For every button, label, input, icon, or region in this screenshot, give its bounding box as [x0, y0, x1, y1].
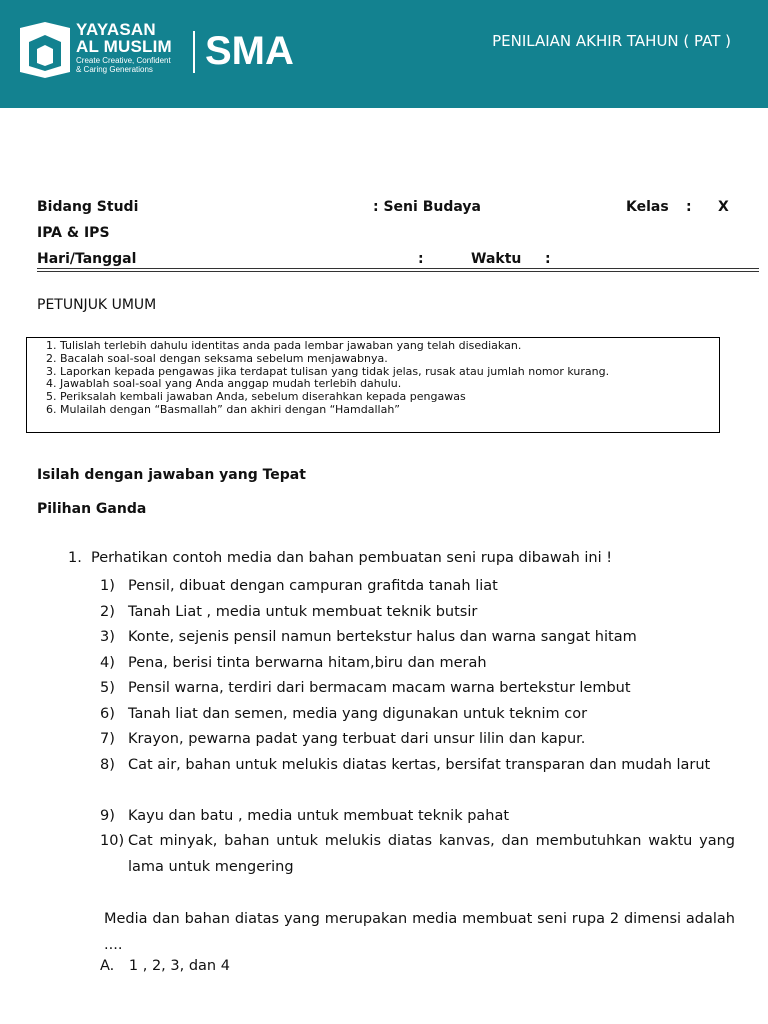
- class-colon: :: [686, 199, 692, 215]
- logo-divider: [193, 31, 195, 73]
- section-subheading: Pilihan Ganda: [37, 501, 147, 517]
- instruction-item: 2. Bacalah soal-soal dengan seksama sebelum menjawabnya.: [60, 353, 719, 366]
- instructions-title: PETUNJUK UMUM: [37, 297, 157, 313]
- question-item: [100, 676, 735, 702]
- logo-line2: AL MUSLIM: [76, 37, 172, 56]
- item-number: 8): [100, 756, 115, 773]
- time-label: Waktu: [471, 251, 522, 267]
- logo-text: [76, 21, 172, 74]
- instructions-box: [26, 337, 720, 433]
- item-number: 9): [100, 807, 115, 824]
- item-number: 3): [100, 629, 115, 645]
- instructions-list: [27, 340, 719, 417]
- instruction-item: 1. Tulislah terlebih dahulu identitas anda pada lembar jawaban yang telah disediakan.: [60, 340, 719, 353]
- item-number: 4): [100, 654, 115, 671]
- item-number: 1): [100, 578, 115, 594]
- question-item: [100, 702, 735, 728]
- question-stem: Media dan bahan diatas yang merupakan media membuat seni rupa 2 dimensi adalah ....: [104, 911, 735, 953]
- logo-tagline-1: Create Creative, Confident: [76, 56, 171, 65]
- question-item: [100, 727, 735, 753]
- item-text: Pena, berisi tinta berwarna hitam,biru dan merah: [128, 654, 487, 671]
- instruction-item: 5. Periksalah kembali jawaban Anda, sebelum diserahkan kepada pengawas: [60, 391, 719, 404]
- time-colon: :: [545, 251, 551, 267]
- item-text: Kayu dan batu , media untuk membuat teknik pahat: [128, 807, 510, 824]
- info-rule-top: [37, 268, 759, 269]
- question-number: 1.: [68, 550, 82, 566]
- question-item: [100, 574, 735, 600]
- answer-option-a: [100, 958, 230, 974]
- item-text: Tanah liat dan semen, media yang digunakan untuk teknim cor: [128, 705, 588, 722]
- item-text: Tanah Liat , media untuk membuat teknik butsir: [128, 603, 478, 620]
- item-number: 6): [100, 705, 115, 722]
- header-banner: [0, 0, 768, 108]
- item-number: 7): [100, 731, 115, 747]
- option-label: A.: [100, 958, 115, 974]
- subject-value: : Seni Budaya: [373, 199, 481, 215]
- question-item: [100, 600, 735, 626]
- question-item: [100, 651, 735, 677]
- yayasan-logo-icon: [20, 22, 70, 78]
- question-item: [100, 625, 735, 651]
- item-text: Pensil, dibuat dengan campuran grafitda tanah liat: [128, 578, 498, 594]
- question-text: Perhatikan contoh media dan bahan pembuatan seni rupa dibawah ini !: [91, 550, 613, 566]
- item-text: Pensil warna, terdiri dari bermacam macam warna bertekstur lembut: [128, 680, 631, 696]
- logo-tagline-2: & Caring Generations: [76, 65, 153, 74]
- question-item: [100, 753, 735, 779]
- subject-label: Bidang Studi: [37, 199, 139, 215]
- logo-line1: YAYASAN: [76, 20, 156, 39]
- question-item: [100, 804, 735, 830]
- item-text: Krayon, pewarna padat yang terbuat dari unsur lilin dan kapur.: [128, 731, 586, 747]
- instruction-item: 4. Jawablah soal-soal yang Anda anggap mudah terlebih dahulu.: [60, 378, 719, 391]
- section-heading: Isilah dengan jawaban yang Tepat: [37, 467, 306, 483]
- item-number: 10): [100, 833, 125, 849]
- item-text: Cat air, bahan untuk melukis diatas kertas, bersifat transparan dan mudah larut: [128, 756, 711, 773]
- date-colon: :: [418, 251, 424, 267]
- date-label: Hari/Tanggal: [37, 251, 137, 267]
- program-label: IPA & IPS: [37, 225, 110, 241]
- item-text: Konte, sejenis pensil namun bertekstur halus dan warna sangat hitam: [128, 629, 637, 645]
- logo-sma: SMA: [205, 29, 294, 73]
- class-label: Kelas: [626, 199, 669, 215]
- exam-title: PENILAIAN AKHIR TAHUN ( PAT ): [492, 32, 731, 50]
- item-number: 5): [100, 680, 115, 696]
- class-value: X: [718, 199, 729, 215]
- option-text: 1 , 2, 3, dan 4: [128, 958, 230, 974]
- question-item: [100, 829, 735, 880]
- item-text: Cat minyak, bahan untuk melukis diatas kanvas, dan membutuhkan waktu yang lama untuk mengering: [128, 833, 735, 875]
- instruction-item: 3. Laporkan kepada pengawas jika terdapat tulisan yang tidak jelas, rusak atau jumlah nomor kurang.: [60, 366, 719, 379]
- item-number: 2): [100, 603, 115, 620]
- instruction-item: 6. Mulailah dengan “Basmallah” dan akhiri dengan “Hamdallah”: [60, 404, 719, 417]
- info-rule-bottom: [37, 271, 759, 272]
